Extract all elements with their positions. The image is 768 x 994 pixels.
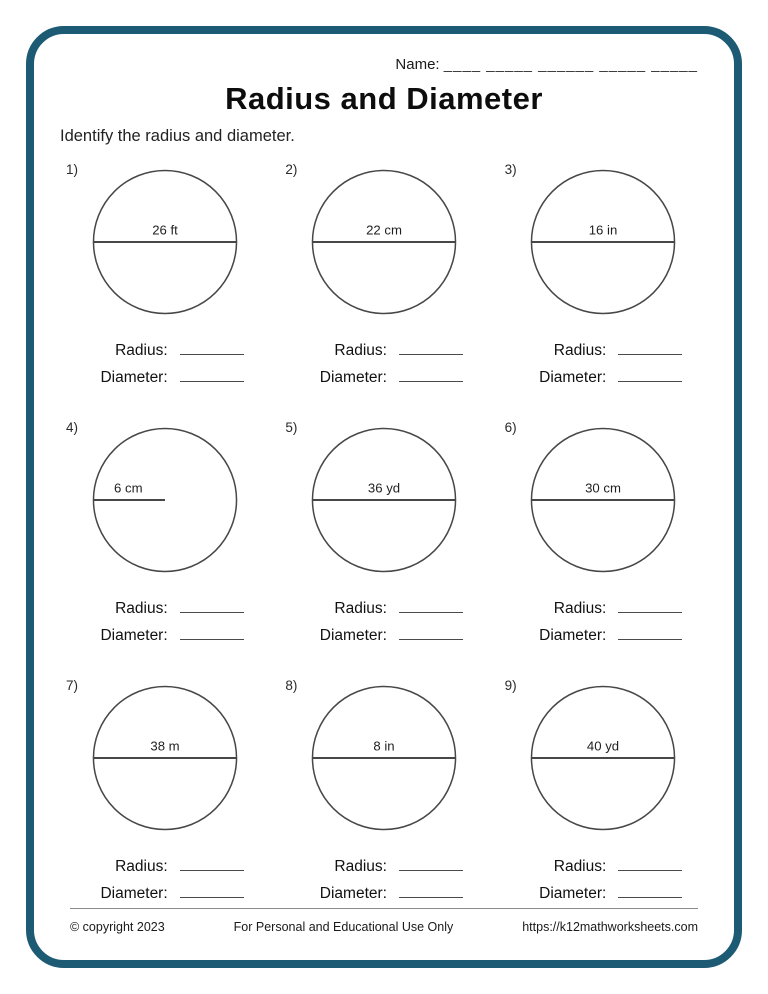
answers-block [275, 856, 492, 903]
radius-label: Radius: [553, 600, 607, 617]
problem-number: 3) [504, 162, 517, 177]
diameter-label: Diameter: [319, 627, 387, 644]
usage-text: For Personal and Educational Use Only [233, 920, 454, 934]
radius-answer-line [618, 598, 682, 613]
name-row [56, 48, 712, 73]
circle-diagram-wrap [495, 162, 712, 322]
problem-number: 8) [285, 678, 298, 693]
problem-6 [495, 416, 712, 674]
page-border-frame [26, 26, 742, 968]
diameter-answer-line [180, 883, 244, 898]
problem-8 [275, 674, 492, 932]
radius-label: Radius: [115, 342, 168, 359]
measurement-label: 22 cm [366, 222, 402, 238]
copyright-text: © copyright 2023 [70, 920, 165, 934]
problem-5 [275, 416, 492, 674]
radius-label: Radius: [334, 858, 387, 875]
answers-block [495, 598, 712, 645]
problem-3 [495, 158, 712, 416]
diameter-label: Diameter: [539, 369, 607, 386]
circle-diagram-wrap [56, 678, 273, 838]
answers-block [495, 856, 712, 903]
circle-diagram-diameter [85, 162, 245, 322]
radius-answer-line [399, 856, 463, 871]
name-label: Name: [395, 56, 440, 73]
problem-number: 1) [66, 162, 79, 177]
diameter-row [86, 625, 244, 645]
diameter-label: Diameter: [100, 885, 168, 902]
diameter-label: Diameter: [100, 369, 168, 386]
diameter-row [86, 883, 244, 903]
radius-label: Radius: [334, 342, 387, 359]
diameter-row [305, 367, 463, 387]
diameter-answer-line [618, 625, 682, 640]
answers-block [275, 598, 492, 645]
name-blank-line: ____ _____ ______ _____ _____ [443, 56, 698, 73]
answers-block [56, 856, 273, 903]
radius-answer-line [399, 598, 463, 613]
diameter-answer-line [618, 367, 682, 382]
circle-diagram-wrap [275, 162, 492, 322]
diameter-answer-line [618, 883, 682, 898]
radius-answer-line [399, 340, 463, 355]
radius-label: Radius: [115, 858, 168, 875]
problem-7 [56, 674, 273, 932]
measurement-label: 8 in [373, 738, 395, 754]
diameter-row [305, 883, 463, 903]
problem-number: 6) [504, 420, 517, 435]
diameter-answer-line [399, 883, 463, 898]
circle-diagram-radius [85, 420, 245, 580]
measurement-label: 38 m [150, 738, 180, 754]
measurement-label: 36 yd [367, 480, 401, 496]
circle-diagram-diameter [523, 678, 683, 838]
measurement-label: 26 ft [151, 222, 178, 238]
problem-number: 9) [504, 678, 517, 693]
problem-number: 2) [285, 162, 298, 177]
measurement-label: 30 cm [585, 480, 622, 496]
radius-row [305, 856, 463, 876]
radius-row [524, 856, 682, 876]
page-footer [70, 908, 698, 934]
radius-label: Radius: [553, 858, 607, 875]
diameter-answer-line [180, 625, 244, 640]
website-url: https://k12mathworksheets.com [522, 920, 698, 934]
circle-diagram-diameter [304, 678, 464, 838]
radius-answer-line [618, 340, 682, 355]
problem-1 [56, 158, 273, 416]
radius-answer-line [180, 340, 244, 355]
circle-diagram-diameter [304, 420, 464, 580]
diameter-answer-line [399, 625, 463, 640]
problem-number: 5) [285, 420, 298, 435]
problems-grid [56, 158, 712, 932]
problem-4 [56, 416, 273, 674]
diameter-row [305, 625, 463, 645]
answers-block [495, 340, 712, 387]
radius-row [524, 340, 682, 360]
problem-number: 4) [66, 420, 79, 435]
measurement-label: 16 in [589, 222, 618, 238]
diameter-row [86, 367, 244, 387]
diameter-row [524, 883, 682, 903]
circle-diagram-diameter [523, 162, 683, 322]
radius-row [305, 598, 463, 618]
instruction-text: Identify the radius and diameter. [60, 127, 295, 145]
page-title: Radius and Diameter [225, 81, 543, 116]
diameter-label: Diameter: [539, 627, 607, 644]
radius-label: Radius: [115, 600, 168, 617]
radius-row [86, 340, 244, 360]
page-content [56, 48, 712, 946]
diameter-row [524, 367, 682, 387]
circle-diagram-wrap [495, 420, 712, 580]
problem-9 [495, 674, 712, 932]
problem-2 [275, 158, 492, 416]
circle-diagram-diameter [523, 420, 683, 580]
radius-label: Radius: [334, 600, 387, 617]
circle-diagram-wrap [495, 678, 712, 838]
radius-row [524, 598, 682, 618]
answers-block [56, 340, 273, 387]
radius-answer-line [180, 598, 244, 613]
radius-label: Radius: [553, 342, 607, 359]
measurement-label: 40 yd [587, 738, 620, 754]
circle-diagram-wrap [275, 678, 492, 838]
answers-block [56, 598, 273, 645]
measurement-label: 6 cm [113, 480, 143, 496]
circle-diagram-diameter [304, 162, 464, 322]
radius-answer-line [618, 856, 682, 871]
diameter-label: Diameter: [539, 885, 607, 902]
circle-diagram-wrap [56, 162, 273, 322]
diameter-label: Diameter: [100, 627, 168, 644]
circle-diagram-wrap [275, 420, 492, 580]
radius-row [86, 856, 244, 876]
diameter-label: Diameter: [319, 369, 387, 386]
radius-answer-line [180, 856, 244, 871]
circle-diagram-wrap [56, 420, 273, 580]
radius-row [86, 598, 244, 618]
diameter-row [524, 625, 682, 645]
diameter-answer-line [180, 367, 244, 382]
answers-block [275, 340, 492, 387]
diameter-label: Diameter: [319, 885, 387, 902]
problem-number: 7) [66, 678, 79, 693]
radius-row [305, 340, 463, 360]
diameter-answer-line [399, 367, 463, 382]
circle-diagram-diameter [85, 678, 245, 838]
